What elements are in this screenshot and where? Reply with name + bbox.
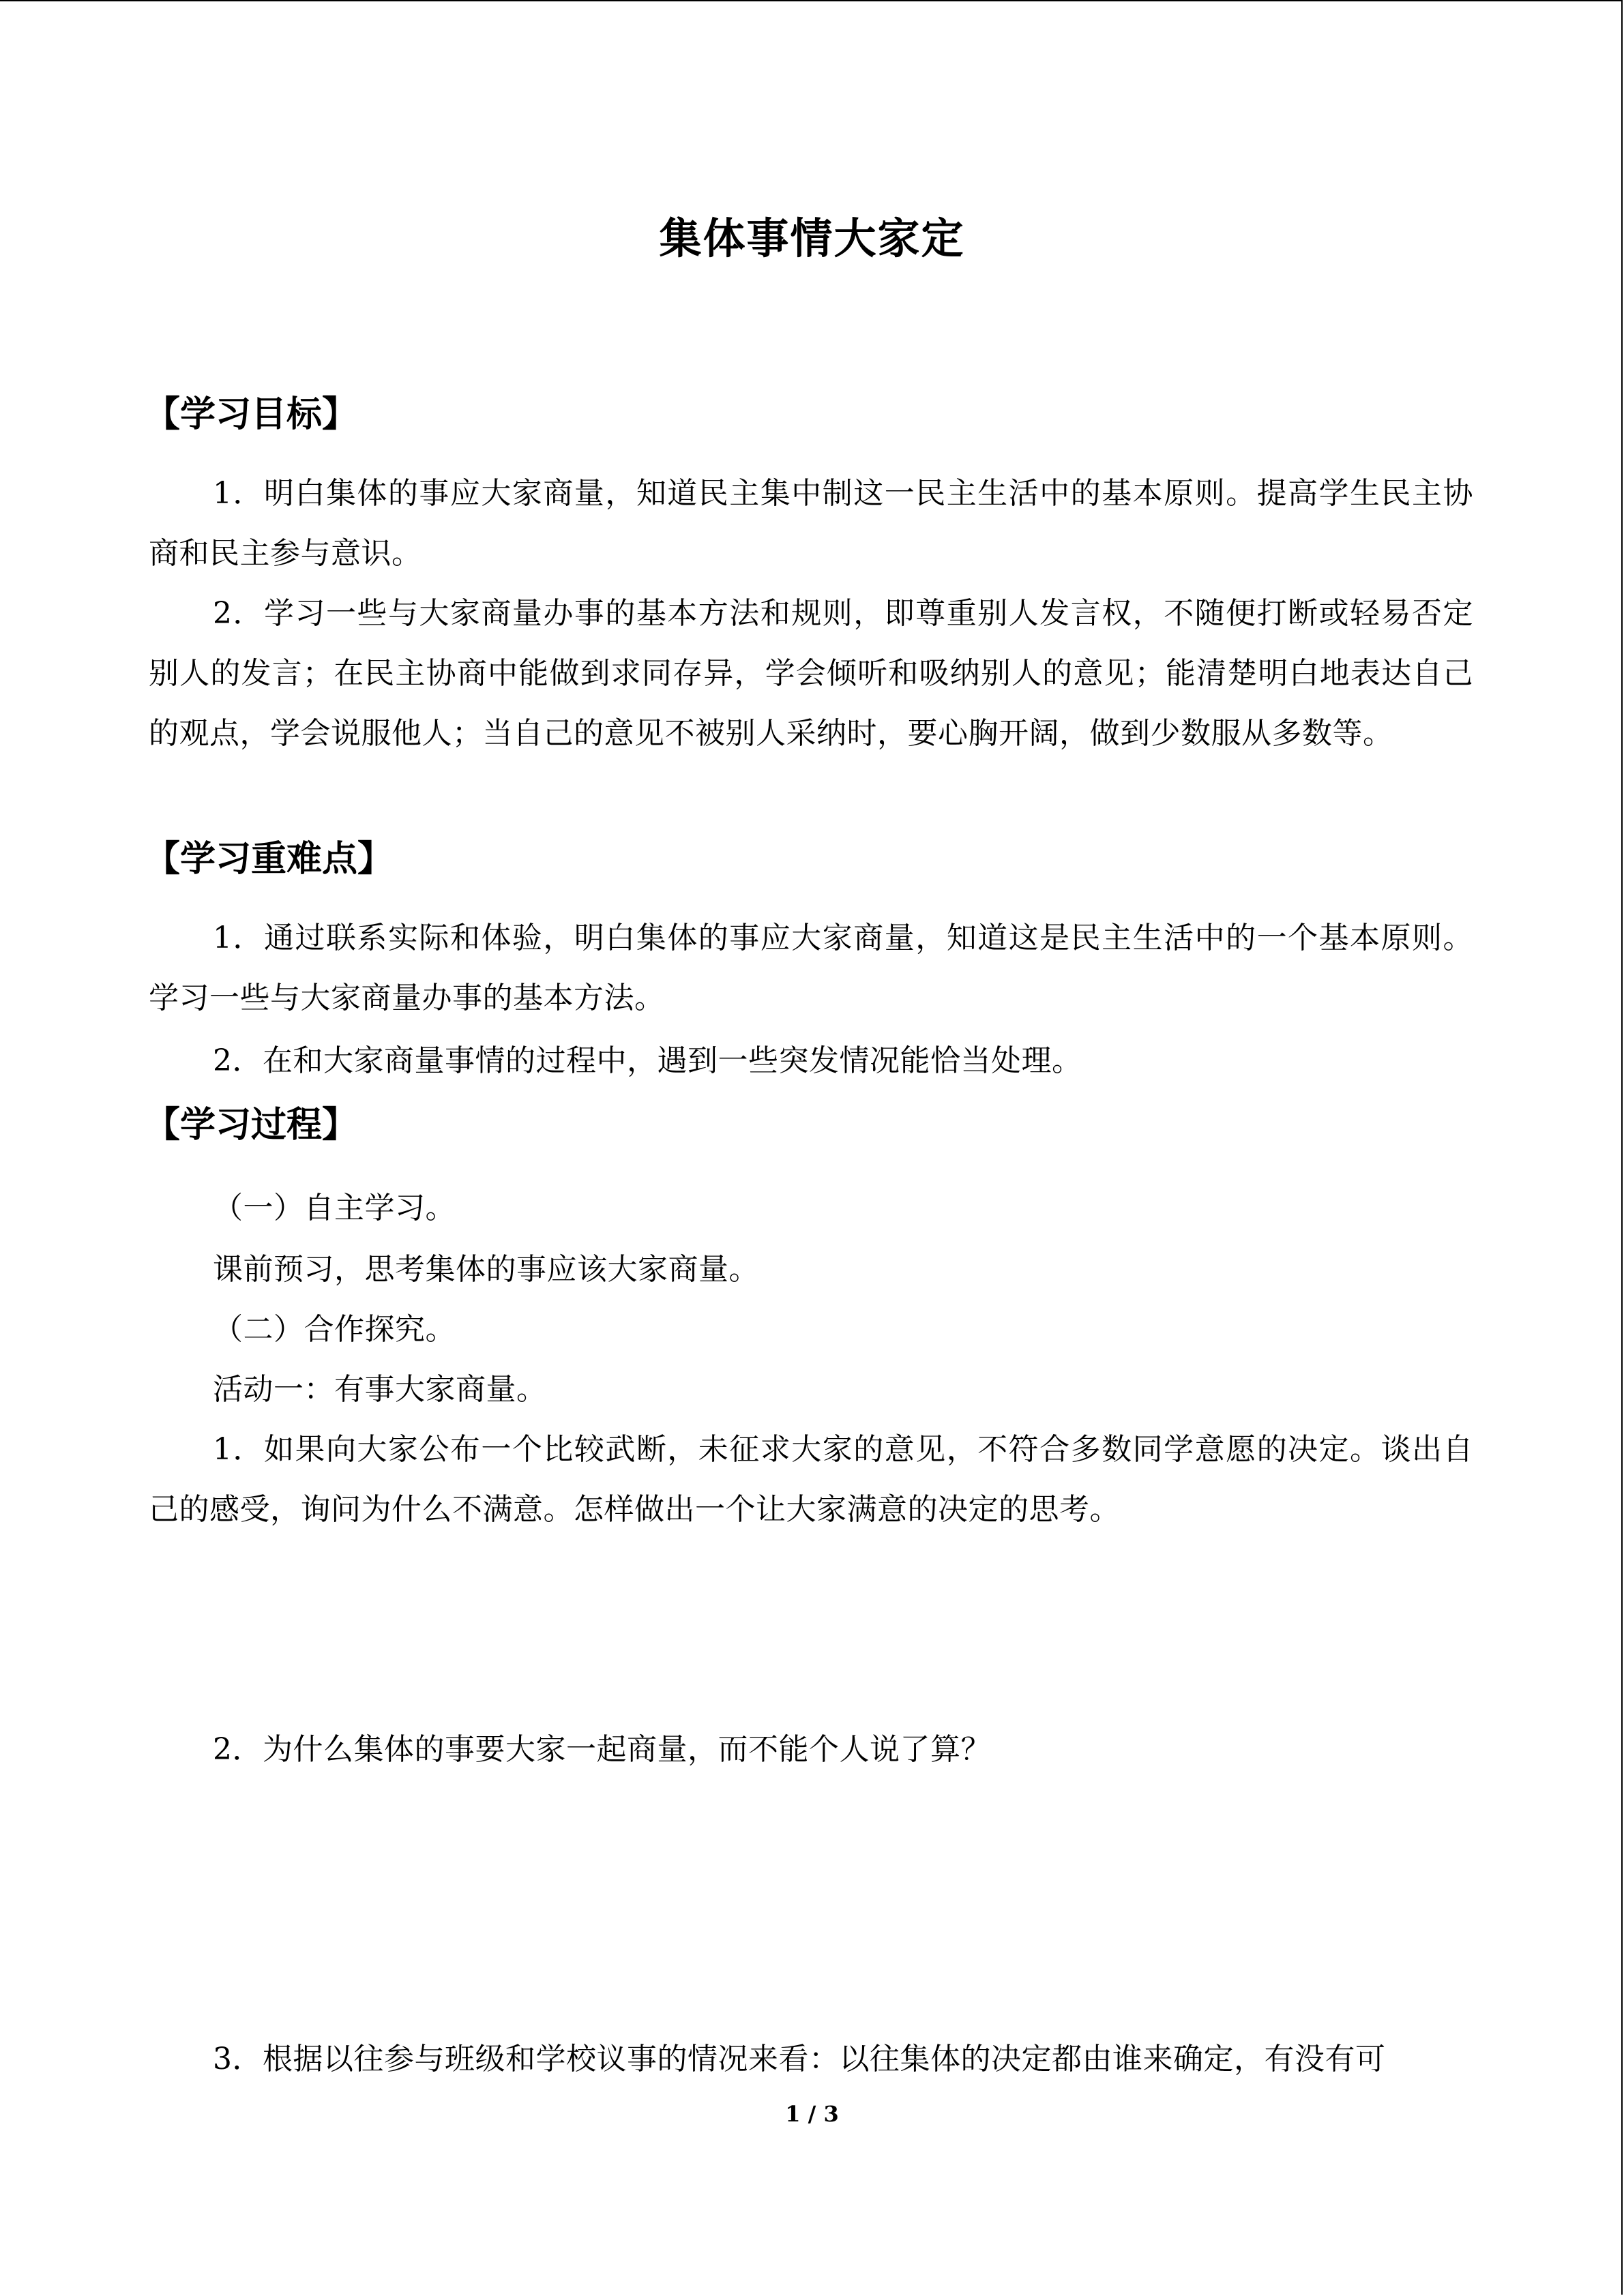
process-line-self-study: （一）自主学习。	[213, 1191, 456, 1225]
section-heading-goals: 【学习目标】	[145, 394, 358, 435]
process-line-preview: 课前预习，思考集体的事应该大家商量。	[213, 1252, 759, 1287]
goal-paragraph-2: 2．学习一些与大家商量办事的基本方法和规则，即尊重别人发言权，不随便打断或轻易否定别人的发言；在民主协商中能做到求同存异，学会倾听和吸纳别人的意见；能清楚明白地表达自己的观点，学会说服他人；当自己的意见不被别人采纳时，要心胸开阔，做到少数服从多数等。	[149, 596, 1473, 751]
section-heading-key-points: 【学习重难点】	[145, 839, 394, 880]
page-number: 1 / 3	[785, 2101, 839, 2127]
process-line-cooperation: （二）合作探究。	[213, 1312, 456, 1347]
section-heading-process: 【学习过程】	[145, 1105, 358, 1146]
question-3: 3．根据以往参与班级和学校议事的情况来看：以往集体的决定都由谁来确定，有没有可	[213, 2042, 1386, 2076]
question-1: 1．如果向大家公布一个比较武断，未征求大家的意见，不符合多数同学意愿的决定。谈出自己的感受，询问为什么不满意。怎样做出一个让大家满意的决定的思考。	[149, 1432, 1473, 1527]
question-2: 2．为什么集体的事要大家一起商量，而不能个人说了算？	[213, 1732, 991, 1767]
key-point-paragraph-1: 1．通过联系实际和体验，明白集体的事应大家商量，知道这是民主生活中的一个基本原则。学习一些与大家商量办事的基本方法。	[149, 921, 1473, 1015]
process-line-activity-1: 活动一：有事大家商量。	[213, 1372, 547, 1407]
key-point-paragraph-2: 2．在和大家商量事情的过程中，遇到一些突发情况能恰当处理。	[213, 1043, 1082, 1078]
goal-paragraph-1: 1．明白集体的事应大家商量，知道民主集中制这一民主生活中的基本原则。提高学生民主协商和民主参与意识。	[149, 476, 1473, 571]
document-title: 集体事情大家定	[659, 213, 965, 263]
